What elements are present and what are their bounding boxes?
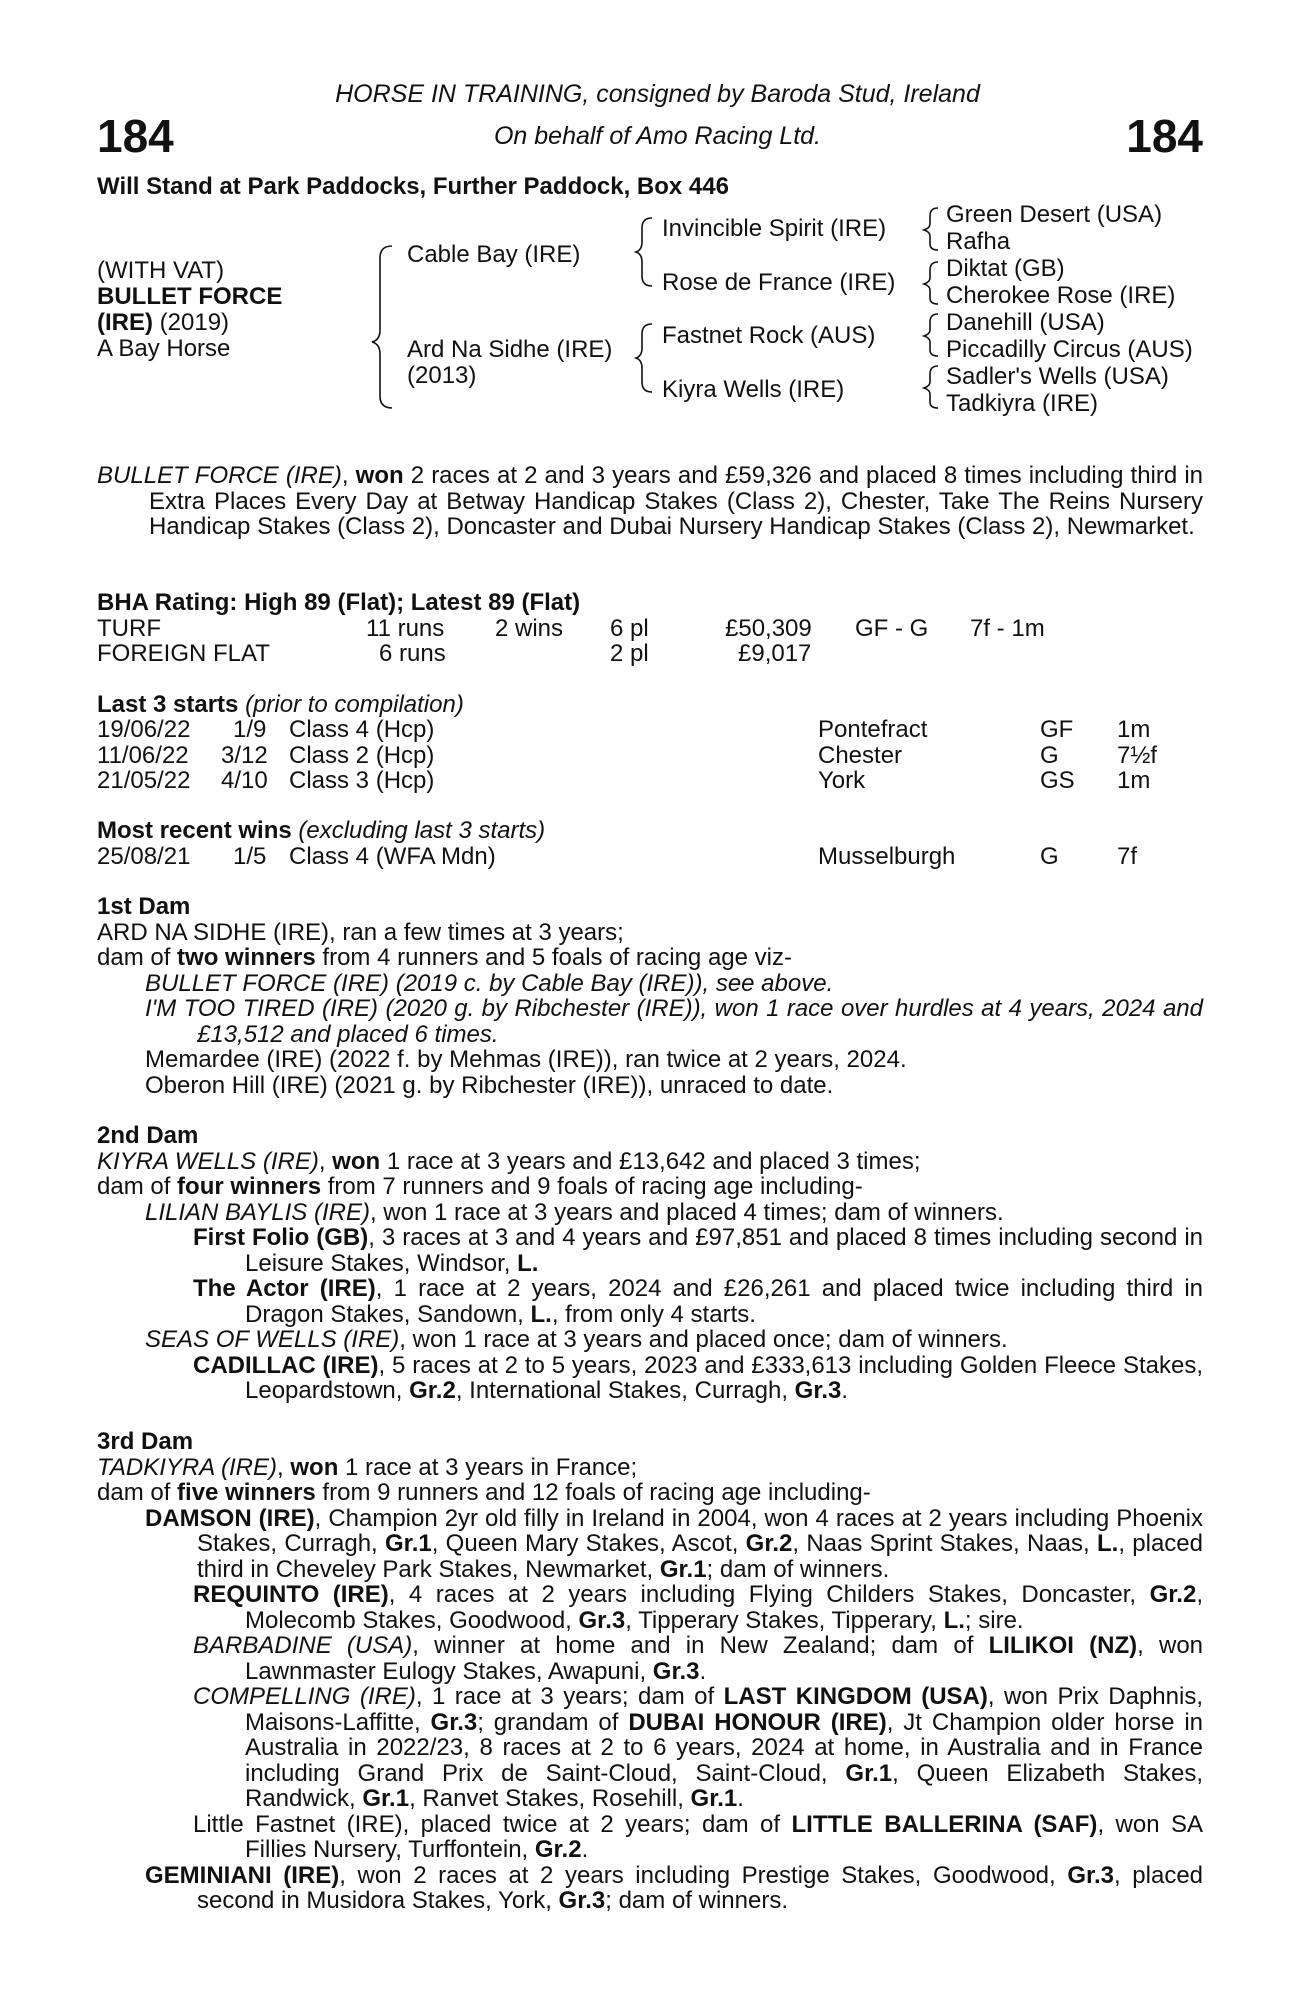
lot-number-right: 184 <box>1126 110 1203 162</box>
text: , placed second in Musidora Stakes, York, <box>197 1861 1204 1914</box>
produce-entry <box>97 1200 1203 1226</box>
grade: Gr.1 <box>659 1555 707 1583</box>
last3-note: (prior to compilation) <box>238 691 464 718</box>
won-label: won <box>290 1453 339 1481</box>
grade: L. <box>530 1300 552 1328</box>
grade: Gr.3 <box>578 1606 626 1634</box>
text: , Champion 2yr old filly in Ireland in 2004, won 4 races at 2 years including Phoenix Stakes, Curragh, <box>197 1504 1203 1557</box>
text: , <box>318 1147 333 1175</box>
text: ; sire. <box>964 1606 1024 1634</box>
rating-row-foreign-runs: 6 runs <box>379 640 446 667</box>
text: Little Fastnet (IRE), placed twice at 2 years; dam of <box>193 1810 792 1838</box>
third-dam-title: 3rd Dam <box>97 1428 194 1455</box>
first-dam-line2 <box>97 945 1203 971</box>
pedigree-dss: Danehill (USA) <box>946 309 1105 336</box>
start-distance: 7½f <box>1117 742 1158 769</box>
text: , Ranvet Stakes, Rosehill, <box>409 1785 691 1812</box>
pedigree-ssd: Rafha <box>946 228 1011 255</box>
horse-name: BULLET FORCE <box>97 283 283 310</box>
grade: Gr.1 <box>690 1785 738 1812</box>
horse-ref: REQUINTO (IRE) <box>193 1581 389 1608</box>
text: , <box>277 1453 291 1481</box>
produce-entry <box>97 1276 1203 1327</box>
horse-ref: SEAS OF WELLS (IRE) <box>145 1326 400 1353</box>
rating-row-turf-going: GF - G <box>855 615 929 642</box>
horse-ref: BARBADINE (USA) <box>193 1632 413 1659</box>
third-dam-section <box>97 1429 1203 1914</box>
last3-title: Last 3 starts <box>97 691 239 718</box>
bha-rating: BHA Rating: High 89 (Flat); Latest 89 (Flat) <box>97 589 581 616</box>
text: ; dam of winners. <box>605 1887 788 1914</box>
start-going: G <box>1040 742 1059 769</box>
start-date: 11/06/22 <box>97 742 189 769</box>
text: , won 2 races at 2 years including Prestige Stakes, Goodwood, <box>339 1861 1068 1889</box>
text: from 4 runners and 5 foals of racing age viz- <box>315 944 792 971</box>
first-dam-section <box>97 894 1203 1098</box>
start-distance: 1m <box>1117 767 1151 794</box>
grade: Gr.3 <box>1067 1861 1115 1889</box>
text: , won Prix Daphnis, Maisons-Laffitte, <box>245 1683 1204 1736</box>
dam-name: TADKIYRA (IRE) <box>97 1453 278 1481</box>
rating-row-foreign-surface: FOREIGN FLAT <box>97 640 270 667</box>
first-dam-line1: ARD NA SIDHE (IRE), ran a few times at 3 years; <box>97 918 624 946</box>
grade: Gr.2 <box>745 1530 793 1557</box>
grade: Gr.2 <box>1149 1581 1197 1608</box>
text: dam of <box>97 944 178 971</box>
grade: Gr.2 <box>534 1836 582 1863</box>
grade: Gr.3 <box>794 1377 842 1404</box>
rating-row-turf-pl: 6 pl <box>610 615 649 642</box>
produce-entry: Memardee (IRE) (2022 f. by Mehmas (IRE)), ran twice at 2 years, 2024. <box>145 1046 907 1073</box>
start-position: 4/10 <box>221 767 268 794</box>
pedigree-sds: Diktat (GB) <box>946 255 1065 282</box>
rating-row-turf-surface: TURF <box>97 615 161 642</box>
produce-entry <box>97 1812 1203 1863</box>
summary-horse-name: BULLET FORCE (IRE) <box>97 462 342 489</box>
grade: Gr.1 <box>845 1759 893 1787</box>
grade: L. <box>943 1606 965 1634</box>
summary-text: 2 races at 2 and 3 years and £59,326 and placed 8 times including third in Extra Places Every Day at Betway Handicap Stakes (Class 2), Chester, Take The Reins Nursery Handicap Stakes (Class 2), Doncaster and Dubai Nursery Handicap Stakes (Class 2), Newmarket. <box>149 462 1204 540</box>
win-position: 1/5 <box>233 843 267 870</box>
text: , Tipperary Stakes, Tipperary, <box>625 1606 944 1634</box>
text: , 4 races at 2 years including Flying Childers Stakes, Doncaster, <box>388 1581 1150 1608</box>
horse-year: (2019) <box>153 309 230 336</box>
second-dam-line1 <box>97 1149 1203 1175</box>
pedigree-sss: Green Desert (USA) <box>946 201 1163 228</box>
second-dam-section <box>97 1123 1203 1404</box>
text: , won 1 race at 3 years and placed 4 times; dam of winners. <box>369 1198 1004 1226</box>
produce-entry <box>97 1582 1203 1633</box>
grade: Gr.1 <box>362 1785 410 1812</box>
text: ; dam of winners. <box>706 1555 890 1583</box>
text: , placed third in Cheveley Park Stakes, Newmarket, <box>197 1530 1203 1583</box>
recent-heading <box>97 818 545 844</box>
text: , 5 races at 2 to 5 years, 2023 and £333,613 including Golden Fleece Stakes, Leopardstown, <box>245 1351 1203 1404</box>
win-class: Class 4 (WFA Mdn) <box>289 843 496 870</box>
text: dam of <box>97 1479 178 1506</box>
text: . <box>737 1785 744 1812</box>
horse-ref: The Actor (IRE) <box>193 1275 376 1302</box>
winners-count: two winners <box>177 944 316 971</box>
grade: L. <box>1096 1530 1119 1557</box>
summary-won: won <box>355 462 404 489</box>
second-dam-title: 2nd Dam <box>97 1122 199 1149</box>
produce-entry <box>97 1633 1203 1684</box>
stable-location: Will Stand at Park Paddocks, Further Paddock, Box 446 <box>97 173 729 200</box>
start-going: GS <box>1040 767 1075 794</box>
text: , International Stakes, Curragh, <box>455 1377 795 1404</box>
horse-ref: DAMSON (IRE) <box>145 1504 315 1532</box>
start-class: Class 2 (Hcp) <box>289 742 435 769</box>
text: , Jt Champion older horse in Australia in 2022/23, 8 races at 2 to 6 years, 2024 at home, in Australia and in France including Grand Prix de Saint-Cloud, Saint-Cloud, <box>245 1708 1203 1787</box>
start-going: GF <box>1040 716 1074 743</box>
horse-ref: LITTLE BALLERINA (SAF) <box>791 1810 1098 1838</box>
horse-ref: DUBAI HONOUR (IRE) <box>628 1708 887 1736</box>
grade: Gr.2 <box>409 1377 456 1404</box>
vat-note: (WITH VAT) <box>97 257 225 284</box>
start-position: 1/9 <box>233 716 267 743</box>
text: . <box>581 1836 589 1863</box>
text: , 3 races at 3 and 4 years and £97,851 and placed 8 times including second in Leisure Stakes, Windsor, <box>245 1224 1203 1277</box>
grade: L. <box>517 1249 539 1277</box>
grade: Gr.1 <box>385 1530 432 1557</box>
start-date: 21/05/22 <box>97 767 191 794</box>
produce-entry <box>97 1506 1203 1583</box>
grade: Gr.3 <box>558 1887 606 1914</box>
behalf-line: On behalf of Amo Racing Ltd. <box>493 122 822 150</box>
horse-ref: LILIAN BAYLIS (IRE) <box>145 1198 370 1226</box>
text: , from only 4 starts. <box>551 1300 756 1328</box>
pedigree-sire: Cable Bay (IRE) <box>407 241 581 268</box>
rating-row-foreign-pl: 2 pl <box>610 640 649 667</box>
start-course: Chester <box>818 742 903 769</box>
consignor-line: HORSE IN TRAINING, consigned by Baroda Stud, Ireland <box>335 80 980 108</box>
produce-entry <box>97 1863 1203 1914</box>
produce-entry <box>97 1327 1203 1353</box>
text: . <box>699 1657 707 1685</box>
start-date: 19/06/22 <box>97 716 191 743</box>
third-dam-line2 <box>97 1480 1203 1506</box>
text: , winner at home and in New Zealand; dam of <box>412 1632 989 1659</box>
dam-name: KIYRA WELLS (IRE) <box>97 1147 319 1175</box>
start-course: York <box>818 767 866 794</box>
horse-description: A Bay Horse <box>97 335 231 362</box>
start-class: Class 3 (Hcp) <box>289 767 435 794</box>
second-dam-line2 <box>97 1174 1203 1200</box>
win-date: 25/08/21 <box>97 843 191 870</box>
pedigree-sire-dam: Rose de France (IRE) <box>662 269 896 296</box>
produce-entry <box>97 1353 1203 1404</box>
win-course: Musselburgh <box>818 843 956 870</box>
horse-country: (IRE) <box>97 309 153 336</box>
pedigree-ddd: Tadkiyra (IRE) <box>946 390 1099 417</box>
produce-entry <box>97 1684 1203 1812</box>
pedigree-sire-sire: Invincible Spirit (IRE) <box>662 215 887 242</box>
text: dam of <box>97 1173 178 1200</box>
text: from 9 runners and 12 foals of racing age including- <box>315 1479 871 1506</box>
pedigree-dam-sire: Fastnet Rock (AUS) <box>662 322 876 349</box>
rating-row-turf-wins: 2 wins <box>495 615 564 642</box>
grade: Gr.3 <box>652 1657 700 1685</box>
text: ; grandam of <box>477 1708 629 1736</box>
text: , won 1 race at 3 years and placed once; dam of winners. <box>399 1326 1008 1353</box>
start-distance: 1m <box>1117 716 1151 743</box>
start-course: Pontefract <box>818 716 928 743</box>
text: , Queen Mary Stakes, Ascot, <box>431 1530 746 1557</box>
recent-title: Most recent wins <box>97 817 292 844</box>
text: , Naas Sprint Stakes, Naas, <box>792 1530 1097 1557</box>
text: 1 race at 3 years in France; <box>338 1453 638 1481</box>
text: , won Lawnmaster Eulogy Stakes, Awapuni, <box>245 1632 1204 1685</box>
pedigree-sdd: Cherokee Rose (IRE) <box>946 282 1176 309</box>
horse-ref: CADILLAC (IRE) <box>193 1351 379 1379</box>
text: , 1 race at 2 years, 2024 and £26,261 and placed twice including third in Dragon Stakes, Sandown, <box>245 1275 1203 1328</box>
start-position: 3/12 <box>221 742 268 769</box>
pedigree-dam: Ard Na Sidhe (IRE) <box>407 336 613 363</box>
pedigree-dsd: Piccadilly Circus (AUS) <box>946 336 1193 363</box>
text: , won SA Fillies Nursery, Turffontein, <box>245 1810 1204 1863</box>
win-distance: 7f <box>1117 843 1138 870</box>
third-dam-line1 <box>97 1455 1203 1481</box>
pedigree-dam-year: (2013) <box>407 362 477 389</box>
rating-row-turf-runs: 11 runs <box>366 615 445 642</box>
race-summary: BULLET FORCE (IRE), won 2 races at 2 and 3 years and £59,326 and placed 8 times including third in Extra Places Every Day at Betway Handicap Stakes (Class 2), Chester, Take The Reins Nursery Handicap Stakes (Class 2), Doncaster and Dubai Nursery Handicap Stakes (Class 2), Newmarket. <box>97 462 1204 540</box>
produce-entry: I'M TOO TIRED (IRE) (2020 g. by Ribchester (IRE)), won 1 race over hurdles at 4 years, 2024 and £13,512 and placed 6 times. <box>145 995 1203 1048</box>
rating-row-foreign-prize: £9,017 <box>738 640 812 667</box>
recent-note: (excluding last 3 starts) <box>291 817 546 844</box>
horse-ref: First Folio (GB) <box>193 1224 369 1251</box>
won-label: won <box>332 1147 381 1175</box>
rating-row-turf-prize: £50,309 <box>725 615 812 642</box>
pedigree-dam-dam: Kiyra Wells (IRE) <box>662 376 845 403</box>
grade: Gr.3 <box>430 1708 478 1736</box>
lot-number-left: 184 <box>97 110 174 162</box>
rating-row-turf-dist: 7f - 1m <box>970 615 1045 642</box>
horse-ref: COMPELLING (IRE) <box>193 1683 416 1710</box>
horse-ref: LILIKOI (NZ) <box>988 1632 1138 1659</box>
text: , Queen Elizabeth Stakes, Randwick, <box>245 1759 1204 1812</box>
pedigree-dds: Sadler's Wells (USA) <box>946 363 1169 390</box>
horse-ref: LAST KINGDOM (USA) <box>723 1683 988 1710</box>
produce-entry: BULLET FORCE (IRE) (2019 c. by Cable Bay (IRE)), see above. <box>145 969 834 997</box>
start-class: Class 4 (Hcp) <box>289 716 435 743</box>
text: . <box>841 1377 849 1404</box>
text: from 7 runners and 9 foals of racing age including- <box>321 1173 863 1200</box>
text: 1 race at 3 years and £13,642 and placed 3 times; <box>380 1147 921 1175</box>
winners-count: four winners <box>177 1173 322 1200</box>
first-dam-title: 1st Dam <box>97 893 191 920</box>
last3-heading <box>97 692 464 718</box>
produce-entry <box>97 1225 1203 1276</box>
produce-entry: Oberon Hill (IRE) (2021 g. by Ribchester (IRE)), unraced to date. <box>145 1071 834 1099</box>
horse-ref: GEMINIANI (IRE) <box>145 1861 340 1889</box>
win-going: G <box>1040 843 1059 870</box>
text: , Molecomb Stakes, Goodwood, <box>245 1581 1203 1634</box>
text: , 1 race at 3 years; dam of <box>415 1683 724 1710</box>
winners-count: five winners <box>177 1479 316 1506</box>
